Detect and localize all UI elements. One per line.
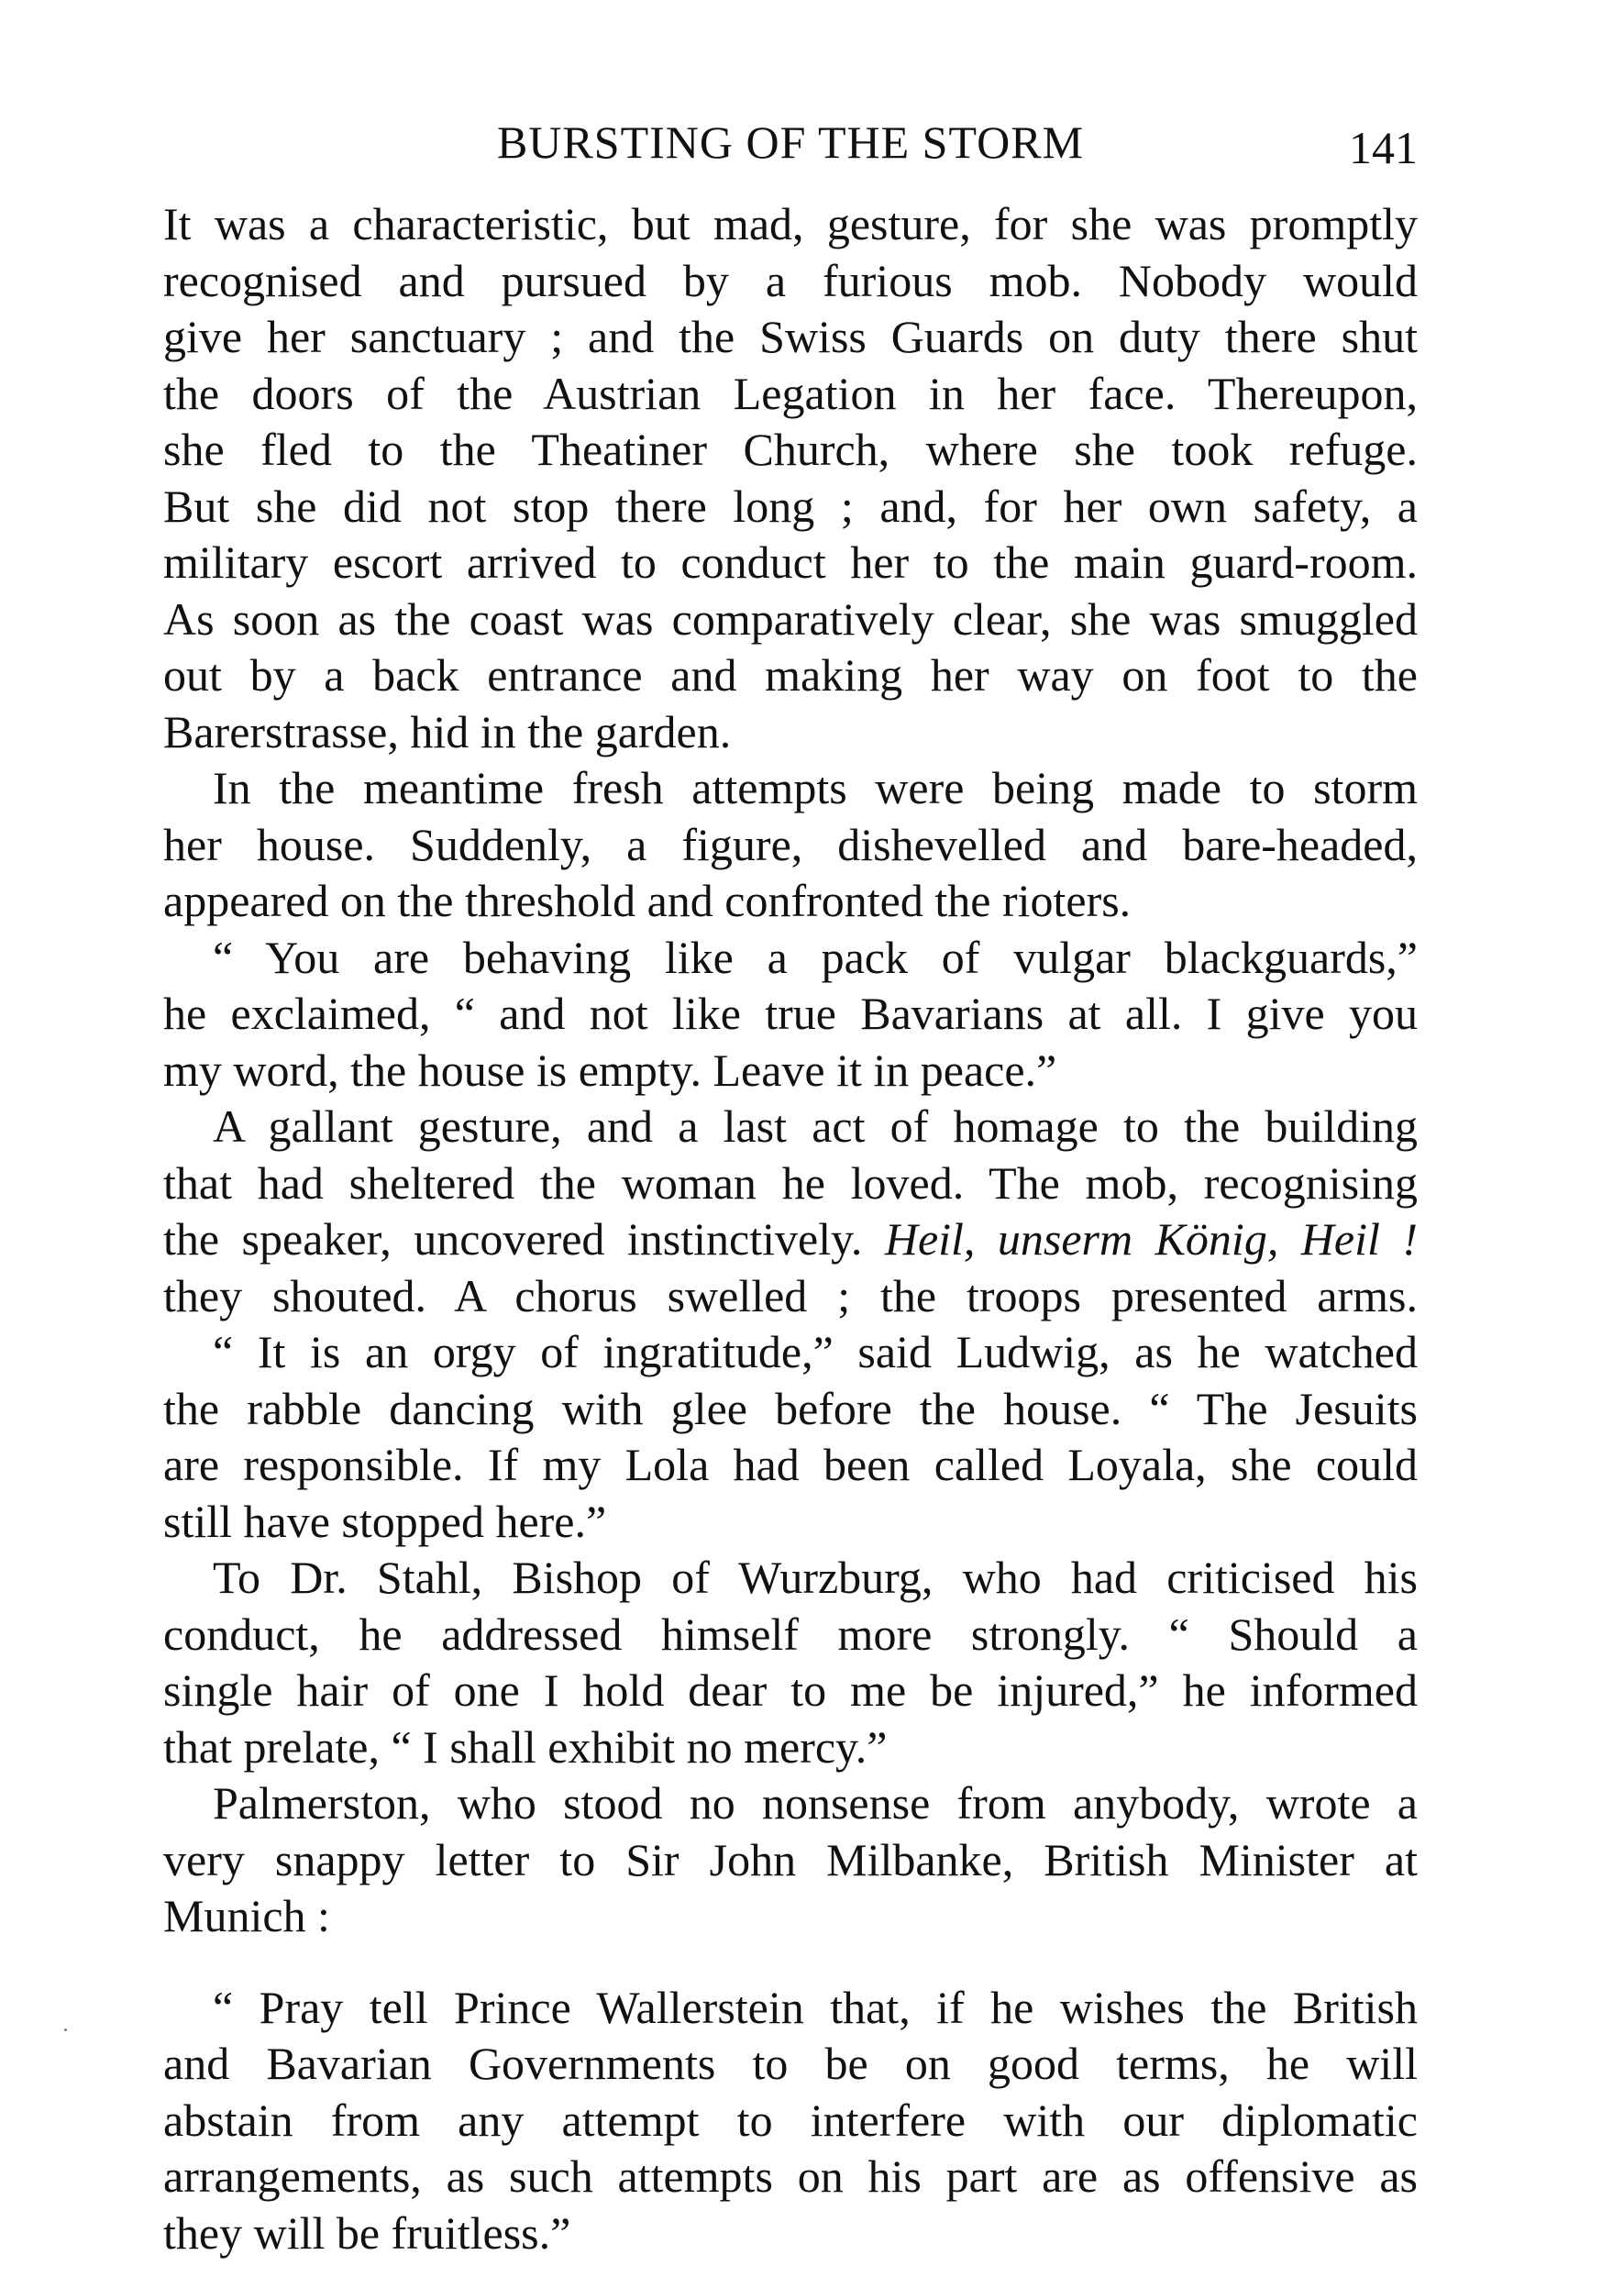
- text-line: out by a back entrance and making her way on foot to the: [163, 649, 1418, 701]
- text-line: my word, the house is empty. Leave it in peace.”: [163, 1044, 1057, 1096]
- paper-speck: [64, 2028, 67, 2031]
- text-line: [163, 1211, 1418, 1268]
- text-line: recognised and pursued by a furious mob. Nobody would: [163, 254, 1418, 306]
- text-line: In the meantime fresh attempts were being made to storm: [213, 762, 1418, 813]
- running-head: [163, 110, 1418, 174]
- text-segment: the speaker, uncovered instinctively.: [163, 1213, 863, 1265]
- body-text: [163, 196, 1418, 2261]
- text-line: A gallant gesture, and a last act of homage to the building: [213, 1100, 1418, 1152]
- text-line: Palmerston, who stood no nonsense from anybody, wrote a: [213, 1777, 1418, 1829]
- text-line: and Bavarian Governments to be on good terms, he will: [163, 2038, 1418, 2089]
- text-line: Barerstrasse, hid in the garden.: [163, 705, 732, 757]
- page-header-title: BURSTING OF THE STORM: [496, 116, 1085, 168]
- text-line: she fled to the Theatiner Church, where she took refuge.: [163, 424, 1418, 475]
- text-line: As soon as the coast was comparatively clear, she was smuggled: [163, 592, 1418, 645]
- text-line: they shouted. A chorus swelled ; the troops presented arms.: [163, 1269, 1418, 1321]
- text-line: appeared on the threshold and confronted the rioters.: [163, 875, 1132, 926]
- block-quote: [163, 1980, 1418, 2262]
- text-line: that had sheltered the woman he loved. The mob, recognising: [163, 1156, 1418, 1209]
- text-line: still have stopped here.”: [163, 1495, 607, 1547]
- italic-phrase: Heil, unserm König, Heil !: [884, 1213, 1418, 1265]
- text-line: they will be fruitless.”: [163, 2206, 571, 2259]
- text-line: But she did not stop there long ; and, for her own safety, a: [163, 480, 1418, 532]
- text-line: he exclaimed, “ and not like true Bavarians at all. I give you: [163, 988, 1418, 1039]
- text-line: “ It is an orgy of ingratitude,” said Ludwig, as he watched: [213, 1326, 1418, 1377]
- text-line: the doors of the Austrian Legation in her face. Thereupon,: [163, 367, 1418, 419]
- text-line: give her sanctuary ; and the Swiss Guards on duty there shut: [163, 311, 1418, 362]
- text-line: military escort arrived to conduct her to the main guard-room.: [163, 536, 1418, 588]
- page-number: 141: [1349, 122, 1418, 173]
- text-line: that prelate, “ I shall exhibit no mercy.”: [163, 1720, 888, 1773]
- text-line: her house. Suddenly, a figure, dishevelled and bare-headed,: [163, 818, 1418, 870]
- text-line: are responsible. If my Lola had been called Loyala, she could: [163, 1439, 1418, 1490]
- text-line: arrangements, as such attempts on his part are as offensive as: [163, 2150, 1418, 2202]
- text-line: abstain from any attempt to interfere with our diplomatic: [163, 2094, 1418, 2146]
- text-line: conduct, he addressed himself more strongly. “ Should a: [163, 1608, 1418, 1660]
- block-quote-gap: [163, 1945, 1418, 1980]
- text-line: the rabble dancing with glee before the house. “ The Jesuits: [163, 1382, 1418, 1434]
- text-line: Munich :: [163, 1890, 330, 1941]
- text-line: “ Pray tell Prince Wallerstein that, if he wishes the British: [213, 1981, 1418, 2033]
- text-line: It was a characteristic, but mad, gesture, for she was promptly: [163, 198, 1418, 249]
- text-line: To Dr. Stahl, Bishop of Wurzburg, who had criticised his: [213, 1552, 1418, 1603]
- text-line: very snappy letter to Sir John Milbanke, British Minister at: [163, 1833, 1418, 1885]
- text-line: “ You are behaving like a pack of vulgar blackguards,”: [213, 931, 1418, 983]
- text-line: single hair of one I hold dear to me be injured,” he informed: [163, 1664, 1418, 1716]
